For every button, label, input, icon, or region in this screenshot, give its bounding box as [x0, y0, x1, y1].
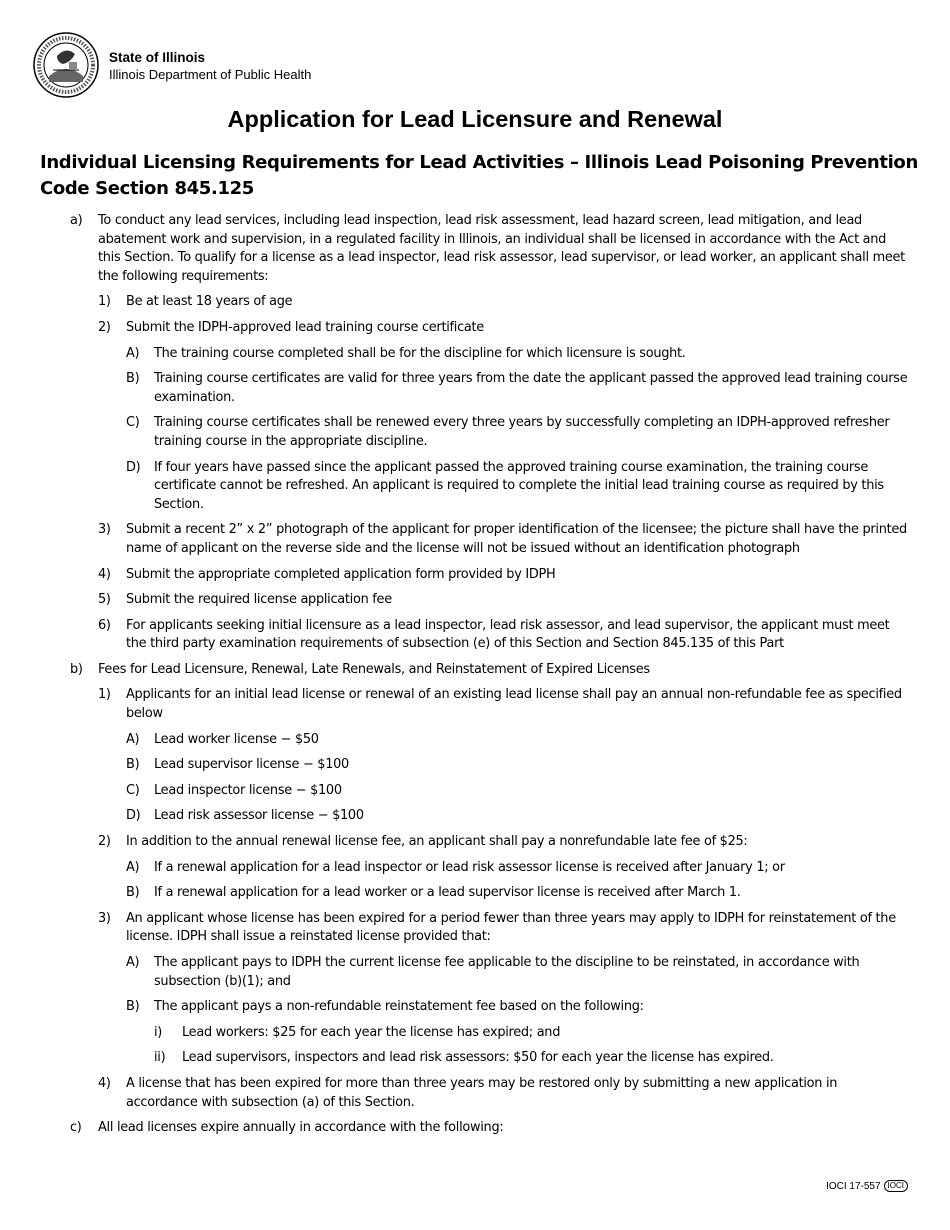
list-item-number: A) [126, 955, 140, 970]
list-item-number: 2) [98, 319, 111, 335]
list-item-number: A) [126, 731, 140, 747]
list-item [40, 661, 910, 680]
list-item [126, 954, 910, 991]
list-item-number: 4) [98, 1075, 111, 1091]
list-item-text: An applicant whose license has been expired for a period fewer than three years may apply to IDPH for reinstatement of the license. IDPH shall issue a reinstated license provided that: [126, 910, 896, 945]
list-item-text: Lead risk assessor license − $100 [154, 808, 364, 824]
list-item [98, 1075, 910, 1112]
list-item-number: ii) [154, 1050, 166, 1066]
list-item [40, 1119, 910, 1138]
list-item [98, 566, 910, 585]
list-item [98, 521, 910, 558]
list-item-number: 6) [98, 617, 111, 633]
list-item [126, 414, 910, 451]
list-item [126, 782, 910, 801]
list-item-text: Lead supervisors, inspectors and lead risk assessors: $50 for each year the license has expired. [182, 1050, 774, 1066]
list-item-text: If a renewal application for a lead inspector or lead risk assessor license is received after January 1; or [154, 859, 785, 875]
list-item-text: Submit the IDPH-approved lead training course certificate [126, 319, 484, 335]
section-heading: Individual Licensing Requirements for Lead Activities – Illinois Lead Poisoning Prevention Code Section 845.125 [40, 152, 918, 199]
list-item-number: 3) [98, 522, 111, 538]
list-item-text: For applicants seeking initial licensure as a lead inspector, lead risk assessor, and lead supervisor, the applicant must meet the third party examination requirements of subsection (e) of this Section and Section 845.135 of this Part [126, 617, 890, 652]
list-item [126, 756, 910, 775]
list-item-text: The applicant pays a non-refundable reinstatement fee based on the following: [154, 999, 644, 1015]
list-item [126, 731, 910, 750]
list-item [126, 998, 910, 1017]
list-item [126, 859, 910, 878]
list-item [98, 617, 910, 654]
list-item [40, 212, 910, 286]
list-item-number: C) [126, 415, 140, 431]
list-item-text: In addition to the annual renewal license fee, an applicant shall pay a nonrefundable late fee of $25: [126, 834, 748, 850]
list-item-text: If four years have passed since the applicant passed the approved training course examination, the training course certificate cannot be refreshed. An applicant is required to complete the initial lead training course as required by this Section. [154, 459, 884, 512]
list-item-number: D) [126, 459, 141, 475]
list-item-number: B) [126, 757, 140, 773]
list-item [98, 910, 910, 947]
list-item-number: 3) [98, 910, 111, 926]
agency-block [109, 49, 311, 83]
list-item-text: If a renewal application for a lead worker or a lead supervisor license is received after March 1. [154, 885, 741, 901]
department-name: Illinois Department of Public Health [109, 67, 312, 82]
list-item [154, 1049, 910, 1068]
list-item-number: 1) [98, 294, 111, 310]
list-item-number: B) [126, 885, 140, 901]
list-item-text: All lead licenses expire annually in accordance with the following: [98, 1120, 504, 1136]
list-item [98, 319, 910, 338]
list-item-number: C) [126, 782, 140, 798]
list-item-text: Lead worker license − $50 [154, 731, 319, 747]
list-item [98, 591, 910, 610]
list-item-number: 2) [98, 834, 111, 850]
state-seal-logo [33, 32, 99, 98]
list-item-number: A) [126, 859, 140, 875]
list-item-number: a) [70, 213, 83, 228]
list-item-number: 4) [98, 566, 111, 582]
form-footer [826, 1180, 908, 1192]
list-item-number: D) [126, 808, 141, 824]
list-item-text: A license that has been expired for more than three years may be restored only by submitting a new application in accordance with subsection (a) of this Section. [126, 1075, 838, 1110]
list-item-text: Submit the appropriate completed application form provided by IDPH [126, 566, 556, 582]
letterhead [33, 32, 333, 98]
list-item-text: Be at least 18 years of age [126, 294, 293, 310]
list-item-number: b) [70, 661, 83, 677]
list-item [98, 686, 910, 723]
list-item [126, 345, 910, 364]
list-item-text: Applicants for an initial lead license or renewal of an existing lead license shall pay an annual non-refundable fee as specified below [126, 687, 902, 722]
list-item-number: A) [126, 345, 140, 361]
list-item-text: Submit the required license application fee [126, 592, 392, 608]
list-item-text: The applicant pays to IDPH the current license fee applicable to the discipline to be reinstated, in accordance with subsection (b)(1); and [154, 955, 860, 989]
list-item [126, 807, 910, 826]
list-item [126, 884, 910, 903]
list-item-text: Submit a recent 2” x 2” photograph of the applicant for proper identification of the licensee; the picture shall have the printed name of applicant on the reverse side and the license will not be issued without an identification photograph [126, 522, 907, 556]
list-item-text: Training course certificates are valid for three years from the date the applicant passed the approved lead training course examination. [154, 371, 908, 405]
requirements-list [40, 212, 910, 1145]
list-item [98, 293, 910, 312]
list-item-number: c) [70, 1120, 82, 1136]
list-item-text: Lead supervisor license − $100 [154, 757, 349, 773]
list-item-number: 5) [98, 592, 111, 608]
state-name: State of Illinois [109, 50, 206, 65]
list-item-number: B) [126, 999, 140, 1015]
list-item-text: Fees for Lead Licensure, Renewal, Late Renewals, and Reinstatement of Expired Licenses [98, 661, 650, 677]
list-item-text: Lead inspector license − $100 [154, 782, 342, 798]
page-title: Application for Lead Licensure and Renewal [227, 106, 723, 132]
list-item-text: Lead workers: $25 for each year the license has expired; and [182, 1024, 561, 1040]
list-item [98, 833, 910, 852]
list-item [126, 459, 910, 515]
list-item-text: To conduct any lead services, including lead inspection, lead risk assessment, lead hazard screen, lead mitigation, and lead abatement work and supervision, in a regulated facility in Illinois, an individual shall be licensed in accordance with the Act and this Section. To qualify for a license as a lead inspector, lead risk assessor, lead supervisor, or lead worker, an applicant shall meet the following requirements: [98, 213, 905, 284]
union-bug-logo: IOCI [884, 1180, 908, 1192]
list-item-number: B) [126, 371, 140, 387]
list-item [126, 370, 910, 407]
list-item [154, 1024, 910, 1043]
form-number: IOCI 17-557 [826, 1180, 881, 1192]
list-item-text: The training course completed shall be for the discipline for which licensure is sought. [154, 345, 686, 361]
list-item-number: i) [154, 1024, 163, 1040]
list-item-number: 1) [98, 687, 111, 703]
list-item-text: Training course certificates shall be renewed every three years by successfully completing an IDPH-approved refresher training course in the appropriate discipline. [154, 415, 890, 449]
